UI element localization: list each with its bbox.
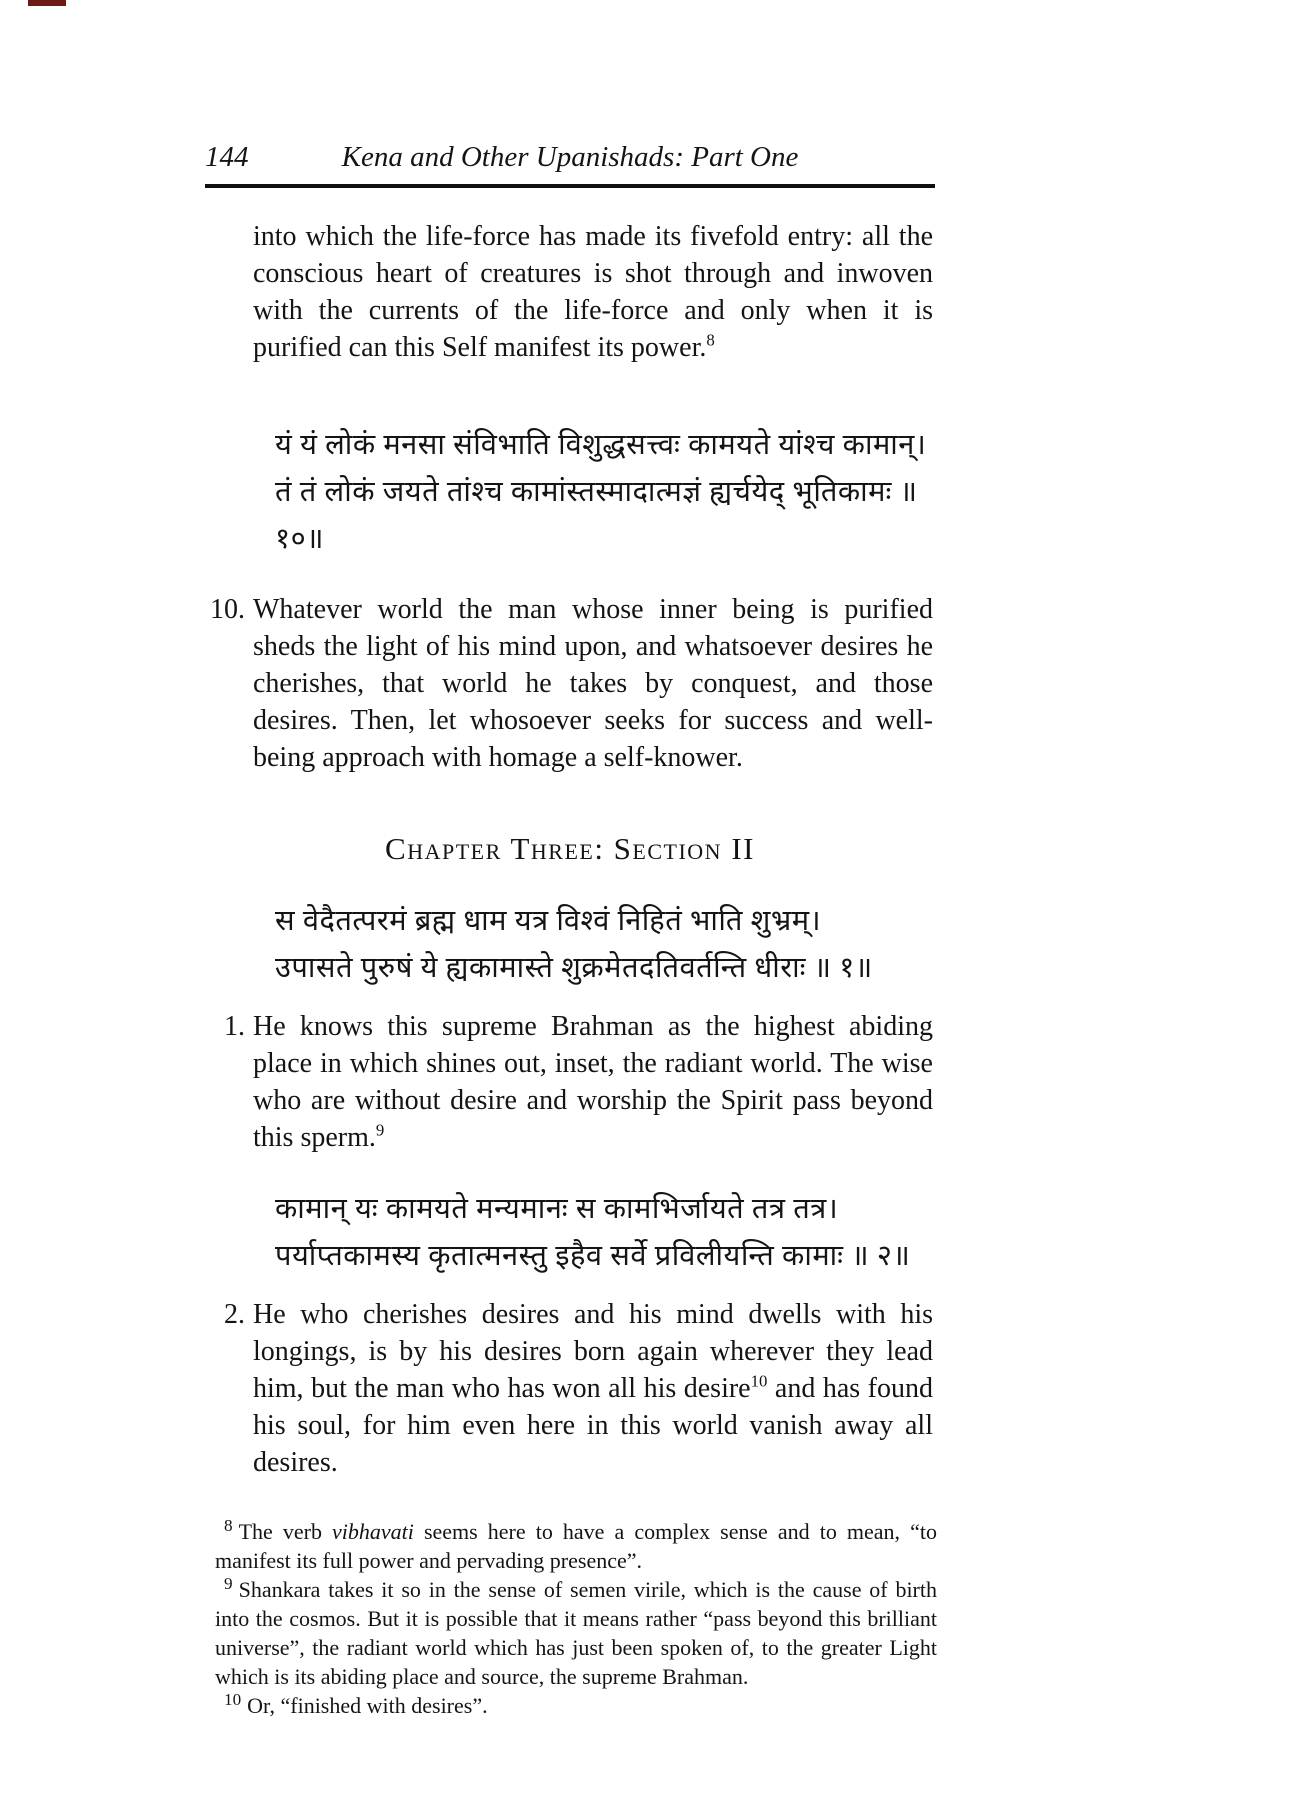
footnote-9: [215, 1575, 937, 1691]
item-text: [253, 1296, 933, 1481]
numbered-item-10: [205, 591, 935, 776]
footnote-ref-10: 10: [750, 1371, 768, 1391]
running-header: [205, 140, 935, 176]
footnote-text: Shankara takes it so in the sense of semen virile, which is the cause of birth into the cosmos. But it is possible that it means rather “pass beyond this brilliant universe”, the radiant world which has just been spoken of, to the greater Light which is its abiding place and source, the supreme Brahman.: [215, 1577, 937, 1689]
scan-artifact: [28, 0, 66, 6]
intro-paragraph-text: into which the life-force has made its fivefold entry: all the conscious heart of creatures is shot through and inwoven with the currents of the life-force and only when it is purified can this Self manifest its power.: [253, 221, 933, 363]
footnote-marker: 10: [224, 1689, 242, 1709]
item-number: 1.: [224, 1011, 245, 1042]
verse-line: उपासते पुरुषं ये ह्यकामास्ते शुक्रमेतदतिवर्तन्ति धीराः ॥ १॥: [275, 952, 873, 984]
footnotes-section: [215, 1517, 937, 1720]
sanskrit-verse-2: [275, 1186, 935, 1280]
item-number: 2.: [224, 1299, 245, 1330]
header-rule: [205, 184, 935, 188]
footnote-8: [215, 1517, 937, 1575]
footnote-text: seems here to have a complex sense and to mean, “to manifest its full power and pervading presence”.: [215, 1519, 937, 1573]
sanskrit-verse-1: [275, 898, 935, 992]
sanskrit-verse-10: [275, 422, 935, 563]
verse-line: कामान् यः कामयते मन्यमानः स कामभिर्जायते तत्र तत्र।: [275, 1193, 839, 1225]
item-text: Whatever world the man whose inner being is purified sheds the light of his mind upon, and whatsoever desires he cherishes, that world he takes by conquest, and those desires. Then, let whosoever seeks for success and well-being approach with homage a self-knower.: [253, 594, 933, 773]
footnote-italic-term: vibhavati: [332, 1519, 414, 1544]
footnote-text: The verb: [238, 1519, 333, 1544]
running-title: Kena and Other Upanishads: Part One: [341, 141, 799, 173]
footnote-ref-9: 9: [375, 1120, 385, 1140]
numbered-item-1: [205, 1008, 935, 1156]
footnote-text: Or, “finished with desires”.: [247, 1693, 488, 1718]
verse-line: तं तं लोकं जयते तांश्च कामांस्तस्मादात्मज्ञं ह्यर्चयेद् भूतिकामः ॥ १०॥: [275, 476, 918, 555]
footnote-ref-8: 8: [706, 330, 715, 350]
footnote-marker: 9: [224, 1573, 233, 1593]
footnote-marker: 8: [224, 1515, 233, 1535]
section-heading: Chapter Three: Section II: [385, 831, 755, 866]
item-text-after-ref: and has found his soul, for him even here in this world vanish away all desires.: [253, 1373, 933, 1478]
verse-line: यं यं लोकं मनसा संविभाति विशुद्धसत्त्वः कामयते यांश्च कामान्।: [275, 429, 927, 461]
item-text-before-ref: He who cherishes desires and his mind dwells with his longings, is by his desires born again wherever they lead him, but the man who has won all his desire: [253, 1299, 933, 1404]
verse-line: पर्याप्तकामस्य कृतात्मनस्तु इहैव सर्वे प्रविलीयन्ति कामाः ॥ २॥: [275, 1240, 911, 1272]
footnote-10: [215, 1691, 937, 1720]
page-number: 144: [205, 141, 249, 173]
item-text: [253, 1008, 933, 1156]
intro-paragraph: [253, 218, 933, 366]
page-content: [205, 140, 935, 1720]
numbered-item-2: [205, 1296, 935, 1481]
item-number: 10.: [210, 594, 245, 625]
item-text-body: He knows this supreme Brahman as the highest abiding place in which shines out, inset, the radiant world. The wise who are without desire and worship the Spirit pass beyond this sperm.: [253, 1011, 933, 1153]
verse-line: स वेदैतत्परमं ब्रह्म धाम यत्र विश्वं निहितं भाति शुभ्रम्।: [275, 905, 822, 937]
